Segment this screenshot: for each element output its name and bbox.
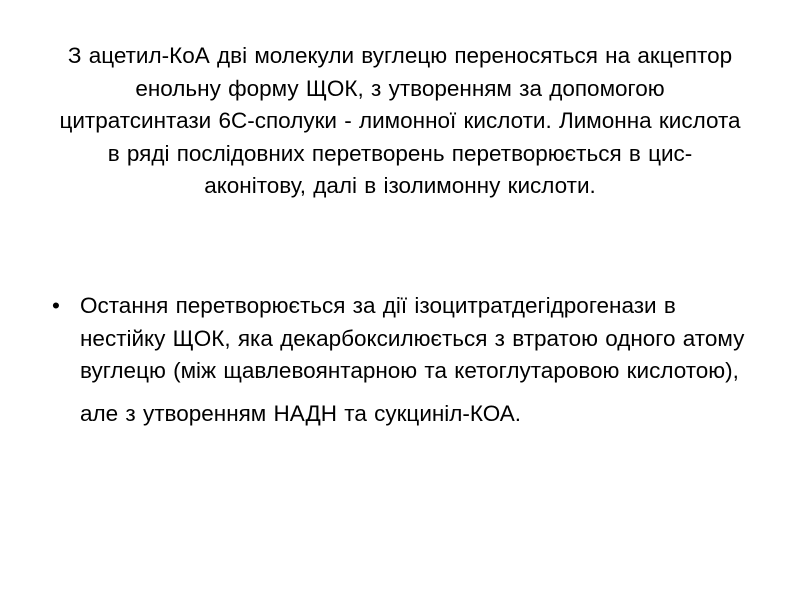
- bullet-text: Остання перетворюється за дії ізоцитратдегідрогенази в нестійку ЩОК, яка декарбоксилюється з втратою одного атому вуглецю (між щавлевоянтарною та кетоглутаровою кислотою),: [80, 293, 745, 383]
- bullet-item: [48, 290, 768, 430]
- bullet-list: [48, 290, 768, 430]
- bullet-text-continuation: але з утворенням НАДН та сукциніл-КОА.: [80, 400, 522, 426]
- bullet-marker: •: [52, 293, 60, 318]
- intro-paragraph: З ацетил-КоА дві молекули вуглецю переносяться на акцептор енольну форму ЩОК, з утворенням за допомогою цитратсинтази 6С-сполуки - лимонної кислоти. Лимонна кислота в ряді послідовних перетворень перетворюється в цис-аконітову, далі в ізолимонну кислоти.: [59, 43, 741, 198]
